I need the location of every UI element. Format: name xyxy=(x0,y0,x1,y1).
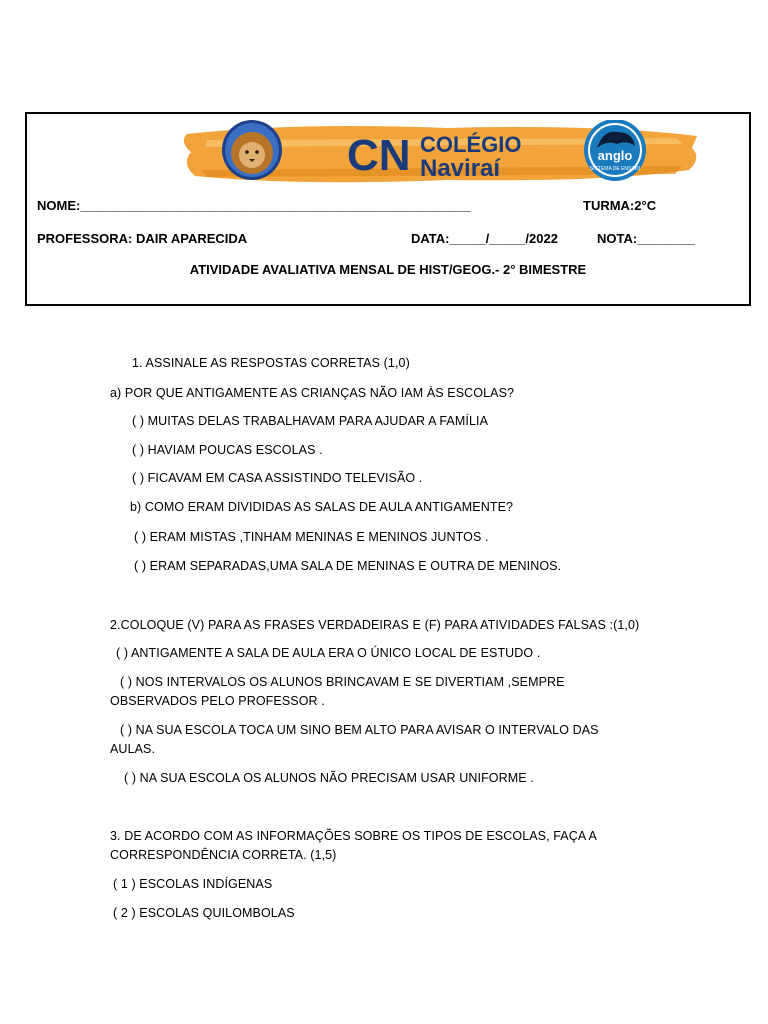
q1-a-option-3: ( ) FICAVAM EM CASA ASSISTINDO TELEVISÃO . xyxy=(132,471,423,485)
page-title: ATIVIDADE AVALIATIVA MENSAL DE HIST/GEOG.- 2° BIMESTRE xyxy=(189,262,587,277)
q3-title-line2: CORRESPONDÊNCIA CORRETA. (1,5) xyxy=(110,848,337,862)
q2-item-3: ( ) NA SUA ESCOLA TOCA UM SINO BEM ALTO PARA AVISAR O INTERVALO DAS xyxy=(120,723,599,737)
q1-title: 1. ASSINALE AS RESPOSTAS CORRETAS (1,0) xyxy=(132,356,410,370)
logo-school-line2: Naviraí xyxy=(420,155,501,182)
q3-title-line1: 3. DE ACORDO COM AS INFORMAÇÕES SOBRE OS TIPOS DE ESCOLAS, FAÇA A xyxy=(110,829,597,843)
q2-item-2: ( ) NOS INTERVALOS OS ALUNOS BRINCAVAM E SE DIVERTIAM ,SEMPRE xyxy=(120,675,565,689)
q3-item-2: ( 2 ) ESCOLAS QUILOMBOLAS xyxy=(113,906,295,920)
svg-text:SISTEMA DE ENSINO xyxy=(590,166,641,172)
q1-b-question: b) COMO ERAM DIVIDIDAS AS SALAS DE AULA ANTIGAMENTE? xyxy=(130,500,514,514)
teacher-label: PROFESSORA: DAIR APARECIDA xyxy=(37,231,248,246)
q1-a-question: a) POR QUE ANTIGAMENTE AS CRIANÇAS NÃO IAM ÀS ESCOLAS? xyxy=(110,386,515,400)
svg-text:Naviraí xyxy=(420,155,501,182)
q1-a-option-2: ( ) HAVIAM POUCAS ESCOLAS . xyxy=(132,443,323,457)
q2-item-4: ( ) NA SUA ESCOLA OS ALUNOS NÃO PRECISAM USAR UNIFORME . xyxy=(124,771,534,785)
grade-field: NOTA:________ xyxy=(597,231,696,246)
q1-b-option-1: ( ) ERAM MISTAS ,TINHAM MENINAS E MENINOS JUNTOS . xyxy=(134,530,489,544)
q1-b-option-2: ( ) ERAM SEPARADAS,UMA SALA DE MENINAS E OUTRA DE MENINOS. xyxy=(134,559,562,573)
q2-title: 2.COLOQUE (V) PARA AS FRASES VERDADEIRAS E (F) PARA ATIVIDADES FALSAS :(1,0) xyxy=(110,618,640,632)
anglo-badge-icon xyxy=(584,120,646,181)
logo-initials: CN xyxy=(347,131,411,180)
svg-text:CN xyxy=(347,131,411,180)
class-label: TURMA:2°C xyxy=(583,198,657,213)
q2-item-3-cont: AULAS. xyxy=(110,742,156,756)
q1-a-option-1: ( ) MUITAS DELAS TRABALHAVAM PARA AJUDAR A FAMÍLIA xyxy=(132,414,489,428)
anglo-badge-subtext: SISTEMA DE ENSINO xyxy=(589,166,641,172)
q2-item-2-cont: OBSERVADOS PELO PROFESSOR . xyxy=(110,694,325,708)
lion-emblem-icon xyxy=(222,120,282,180)
anglo-badge-text: anglo xyxy=(597,148,633,163)
header-box xyxy=(25,112,751,306)
svg-text:anglo xyxy=(598,148,633,163)
svg-text:COLÉGIO xyxy=(420,132,521,157)
q3-item-1: ( 1 ) ESCOLAS INDÍGENAS xyxy=(113,877,273,891)
date-field: DATA:_____/_____/2022 xyxy=(411,231,558,246)
q2-item-1: ( ) ANTIGAMENTE A SALA DE AULA ERA O ÚNICO LOCAL DE ESTUDO . xyxy=(116,646,541,660)
logo-school-line1: COLÉGIO xyxy=(420,132,522,157)
name-field: NOME:______________________________________________________ xyxy=(37,198,471,213)
school-logo-banner xyxy=(177,120,707,190)
